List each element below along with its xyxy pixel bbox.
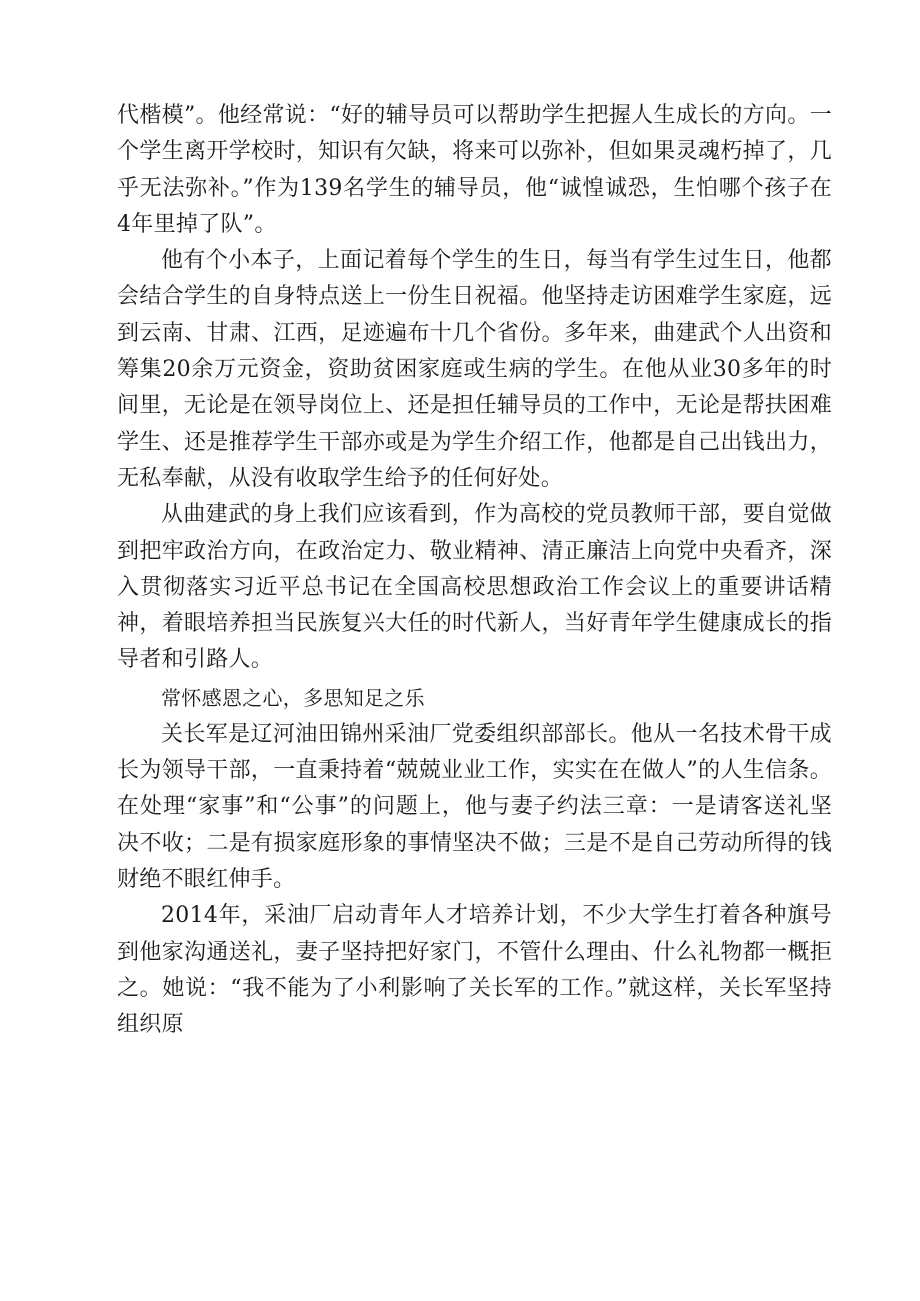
paragraph-birthday-notebook: 他有个小本子，上面记着每个学生的生日，每当有学生过生日，他都会结合学生的自身特点送上一份生日祝福。他坚持走访困难学生家庭，远到云南、甘肃、江西，足迹遍布十几个省份。多年来，曲建武个人出资和筹集20余万元资金，资助贫困家庭或生病的学生。在他从业30多年的时间里，无论是在领导岗位上、还是担任辅导员的工作中，无论是帮扶困难学生、还是推荐学生干部亦或是为学生介绍工作，他都是自己出钱出力，无私奉献，从没有收取学生给予的任何好处。 [117, 248, 832, 491]
paragraph-lesson: 从曲建武的身上我们应该看到，作为高校的党员教师干部，要自觉做到把牢政治方向，在政治定力、敬业精神、清正廉洁上向党中央看齐，深入贯彻落实习近平总书记在全国高校思想政治工作会议上的重要讲话精神，着眼培养担当民族复兴大任的时代新人，当好青年学生健康成长的指导者和引路人。 [117, 502, 832, 673]
paragraph-guan-changjun: 关长军是辽河油田锦州采油厂党委组织部部长。他从一名技术骨干成长为领导干部，一直秉持着“兢兢业业工作，实实在在做人”的人生信条。在处理“家事”和“公事”的问题上，他与妻子约法三章：一是请客送礼坚决不收；二是有损家庭形象的事情坚决不做；三是不是自己劳动所得的钱财绝不眼红伸手。 [117, 721, 832, 892]
paragraph-2014: 2014年，采油厂启动青年人才培养计划，不少大学生打着各种旗号到他家沟通送礼，妻子坚持把好家门，不管什么理由、什么礼物都一概拒之。她说：“我不能为了小利影响了关长军的工作。”就这样，关长军坚持组织原 [117, 903, 832, 1038]
document-body [117, 98, 832, 1043]
paragraph-continuation: 代楷模”。他经常说：“好的辅导员可以帮助学生把握人生成长的方向。一个学生离开学校时，知识有欠缺，将来可以弥补，但如果灵魂朽掉了，几乎无法弥补。”作为139名学生的辅导员，他“诚惶诚恐，生怕哪个孩子在4年里掉了队”。 [117, 103, 832, 237]
section-heading: 常怀感恩之心，多思知足之乐 [161, 685, 425, 710]
